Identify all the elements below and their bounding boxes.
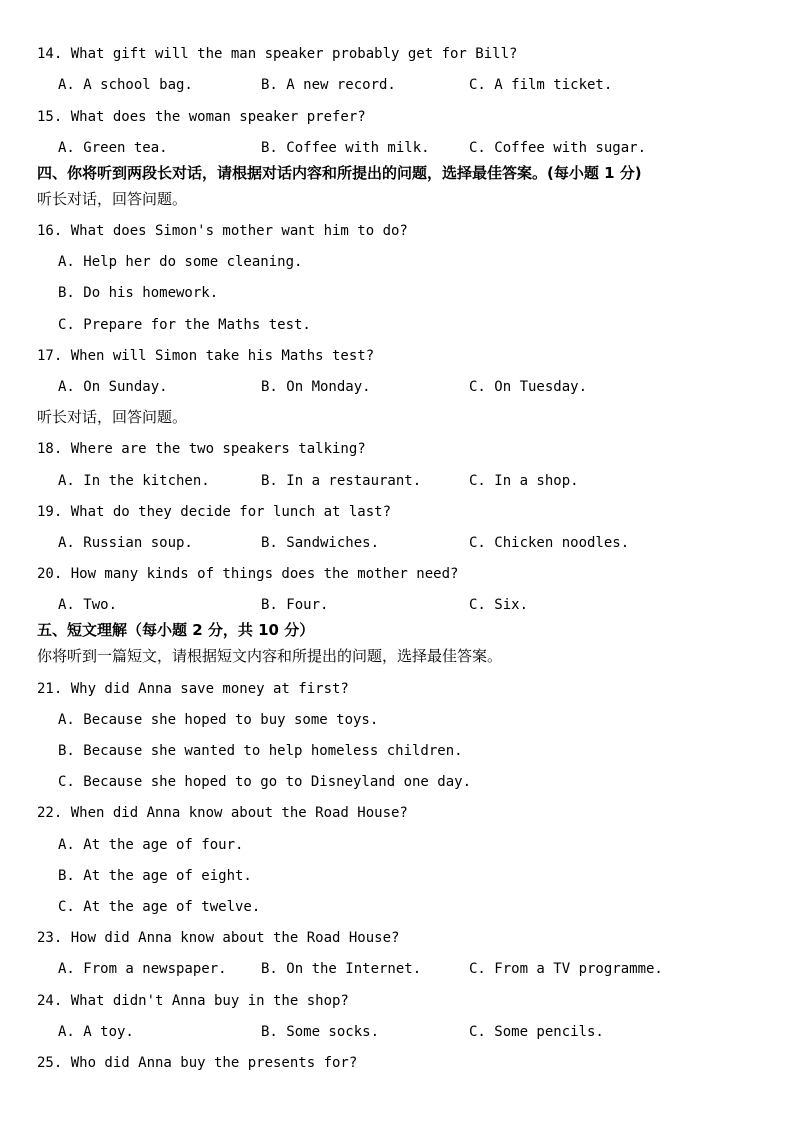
question-18-option-b: B. In a restaurant.: [261, 473, 422, 489]
question-20-option-a: A. Two.: [58, 597, 118, 613]
section-4-heading: 四、你将听到两段长对话，请根据对话内容和所提出的问题，选择最佳答案。(每小题 1 分): [37, 164, 642, 182]
question-16-option-b: B. Do his homework.: [58, 285, 219, 301]
question-18-stem: 18. Where are the two speakers talking?: [37, 441, 366, 457]
question-19-option-c: C. Chicken noodles.: [469, 535, 630, 551]
question-18-option-c: C. In a shop.: [469, 473, 579, 489]
question-17-option-a: A. On Sunday.: [58, 379, 168, 395]
question-23-option-a: A. From a newspaper.: [58, 961, 227, 977]
question-23-option-b: B. On the Internet.: [261, 961, 422, 977]
question-14-stem: 14. What gift will the man speaker probably get for Bill?: [37, 46, 518, 62]
question-19-stem: 19. What do they decide for lunch at last?: [37, 504, 392, 520]
question-16-stem: 16. What does Simon's mother want him to do?: [37, 223, 408, 239]
question-22-option-a: A. At the age of four.: [58, 837, 244, 853]
question-23-stem: 23. How did Anna know about the Road House?: [37, 930, 400, 946]
question-20-option-b: B. Four.: [261, 597, 329, 613]
question-17-option-b: B. On Monday.: [261, 379, 371, 395]
question-20-option-c: C. Six.: [469, 597, 529, 613]
question-24-option-c: C. Some pencils.: [469, 1024, 604, 1040]
question-18-option-a: A. In the kitchen.: [58, 473, 210, 489]
question-14-option-b: B. A new record.: [261, 77, 396, 93]
question-24-option-b: B. Some socks.: [261, 1024, 380, 1040]
question-15-stem: 15. What does the woman speaker prefer?: [37, 109, 366, 125]
question-21-option-b: B. Because she wanted to help homeless children.: [58, 743, 463, 759]
question-22-stem: 22. When did Anna know about the Road House?: [37, 805, 408, 821]
question-20-stem: 20. How many kinds of things does the mother need?: [37, 566, 459, 582]
question-21-stem: 21. Why did Anna save money at first?: [37, 681, 349, 697]
question-17-stem: 17. When will Simon take his Maths test?: [37, 348, 375, 364]
section-4-instruction-2: 听长对话，回答问题。: [37, 408, 188, 426]
question-16-option-a: A. Help her do some cleaning.: [58, 254, 303, 270]
question-17-option-c: C. On Tuesday.: [469, 379, 588, 395]
question-15-option-a: A. Green tea.: [58, 140, 168, 156]
question-16-option-c: C. Prepare for the Maths test.: [58, 317, 311, 333]
question-19-option-b: B. Sandwiches.: [261, 535, 380, 551]
question-19-option-a: A. Russian soup.: [58, 535, 193, 551]
section-4-instruction-1: 听长对话，回答问题。: [37, 190, 188, 208]
question-22-option-c: C. At the age of twelve.: [58, 899, 261, 915]
question-14-option-a: A. A school bag.: [58, 77, 193, 93]
question-15-option-c: C. Coffee with sugar.: [469, 140, 647, 156]
question-14-option-c: C. A film ticket.: [469, 77, 613, 93]
question-22-option-b: B. At the age of eight.: [58, 868, 252, 884]
question-21-option-a: A. Because she hoped to buy some toys.: [58, 712, 379, 728]
section-5-instruction: 你将听到一篇短文，请根据短文内容和所提出的问题，选择最佳答案。: [37, 647, 503, 665]
question-25-stem: 25. Who did Anna buy the presents for?: [37, 1055, 358, 1071]
question-21-option-c: C. Because she hoped to go to Disneyland one day.: [58, 774, 472, 790]
section-5-heading: 五、短文理解（每小题 2 分，共 10 分）: [37, 621, 315, 639]
question-24-stem: 24. What didn't Anna buy in the shop?: [37, 993, 349, 1009]
question-24-option-a: A. A toy.: [58, 1024, 134, 1040]
question-23-option-c: C. From a TV programme.: [469, 961, 663, 977]
question-15-option-b: B. Coffee with milk.: [261, 140, 430, 156]
